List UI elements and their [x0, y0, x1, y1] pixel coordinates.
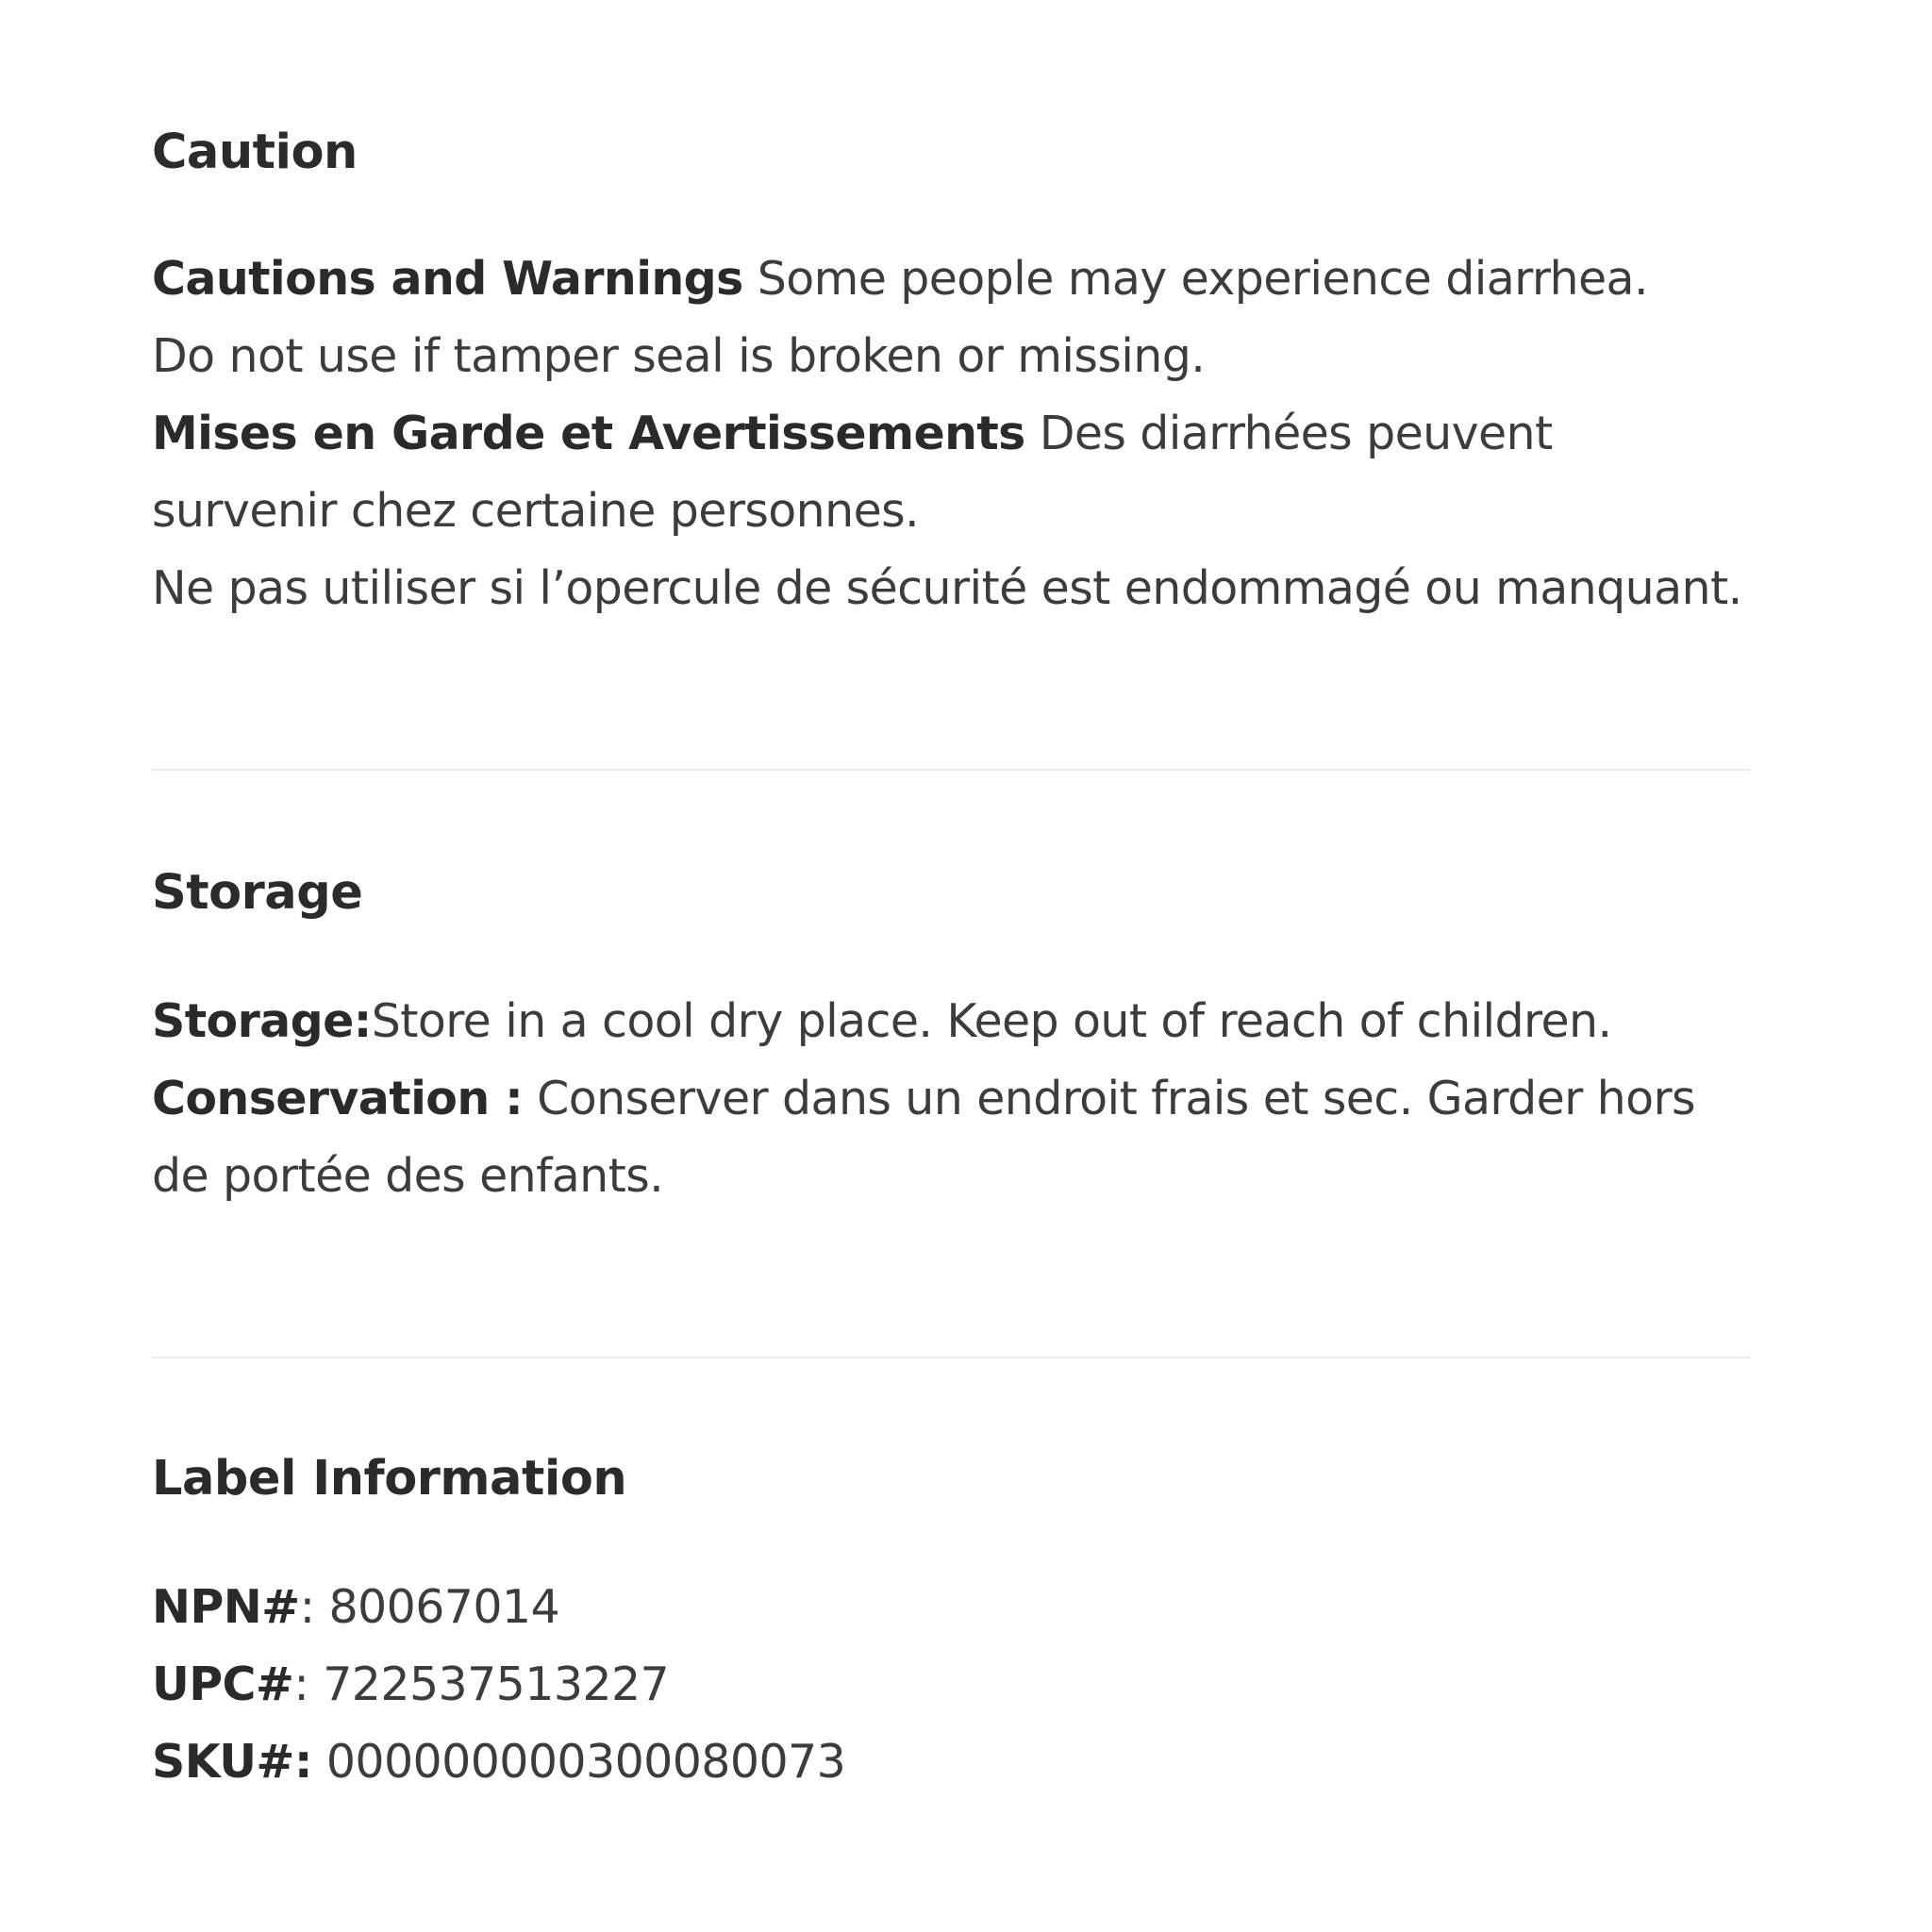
- storage-english-label: Storage:: [152, 994, 372, 1048]
- upc-line: [152, 1646, 1750, 1724]
- product-details: [152, 113, 1750, 1801]
- label-information-text: [152, 1569, 1750, 1801]
- npn-value: : 80067014: [299, 1580, 560, 1634]
- upc-value: : 722537513227: [293, 1657, 670, 1711]
- storage-text: [152, 983, 1750, 1215]
- caution-english-text: Some people may experience diarrhea.: [742, 252, 1648, 306]
- section-divider: [152, 769, 1750, 771]
- storage-heading: Storage: [152, 865, 363, 921]
- sku-line: [152, 1724, 1750, 1801]
- caution-english-label: Cautions and Warnings: [152, 252, 743, 306]
- npn-line: [152, 1569, 1750, 1646]
- sku-label: SKU#:: [152, 1735, 312, 1789]
- storage-french-line: [152, 1060, 1750, 1215]
- storage-french-text: Conserver dans un endroit frais et sec. Garder hors de portée des enfants.: [152, 1072, 1695, 1203]
- sku-value: 000000000300080073: [311, 1735, 846, 1789]
- section-divider: [152, 1357, 1750, 1358]
- caution-english-line: [152, 241, 1750, 318]
- storage-english-line: [152, 983, 1750, 1060]
- label-information-heading: Label Information: [152, 1451, 627, 1507]
- caution-heading: Caution: [152, 125, 358, 180]
- upc-label: UPC#: [152, 1657, 294, 1711]
- caution-english-line-2: Do not use if tamper seal is broken or missing.: [152, 329, 1206, 383]
- caution-french-line: [152, 395, 1750, 550]
- npn-label: NPN#: [152, 1580, 300, 1634]
- caution-french-text: Des diarrhées peuvent survenir chez certaine personnes.: [152, 407, 1553, 538]
- caution-french-label: Mises en Garde et Avertissements: [152, 407, 1025, 460]
- storage-english-text: Store in a cool dry place. Keep out of reach of children.: [371, 994, 1612, 1048]
- storage-french-label: Conservation :: [152, 1072, 524, 1125]
- caution-text: [152, 241, 1750, 627]
- caution-french-line-2: Ne pas utiliser si l’opercule de sécurité est endommagé ou manquant.: [152, 561, 1742, 615]
